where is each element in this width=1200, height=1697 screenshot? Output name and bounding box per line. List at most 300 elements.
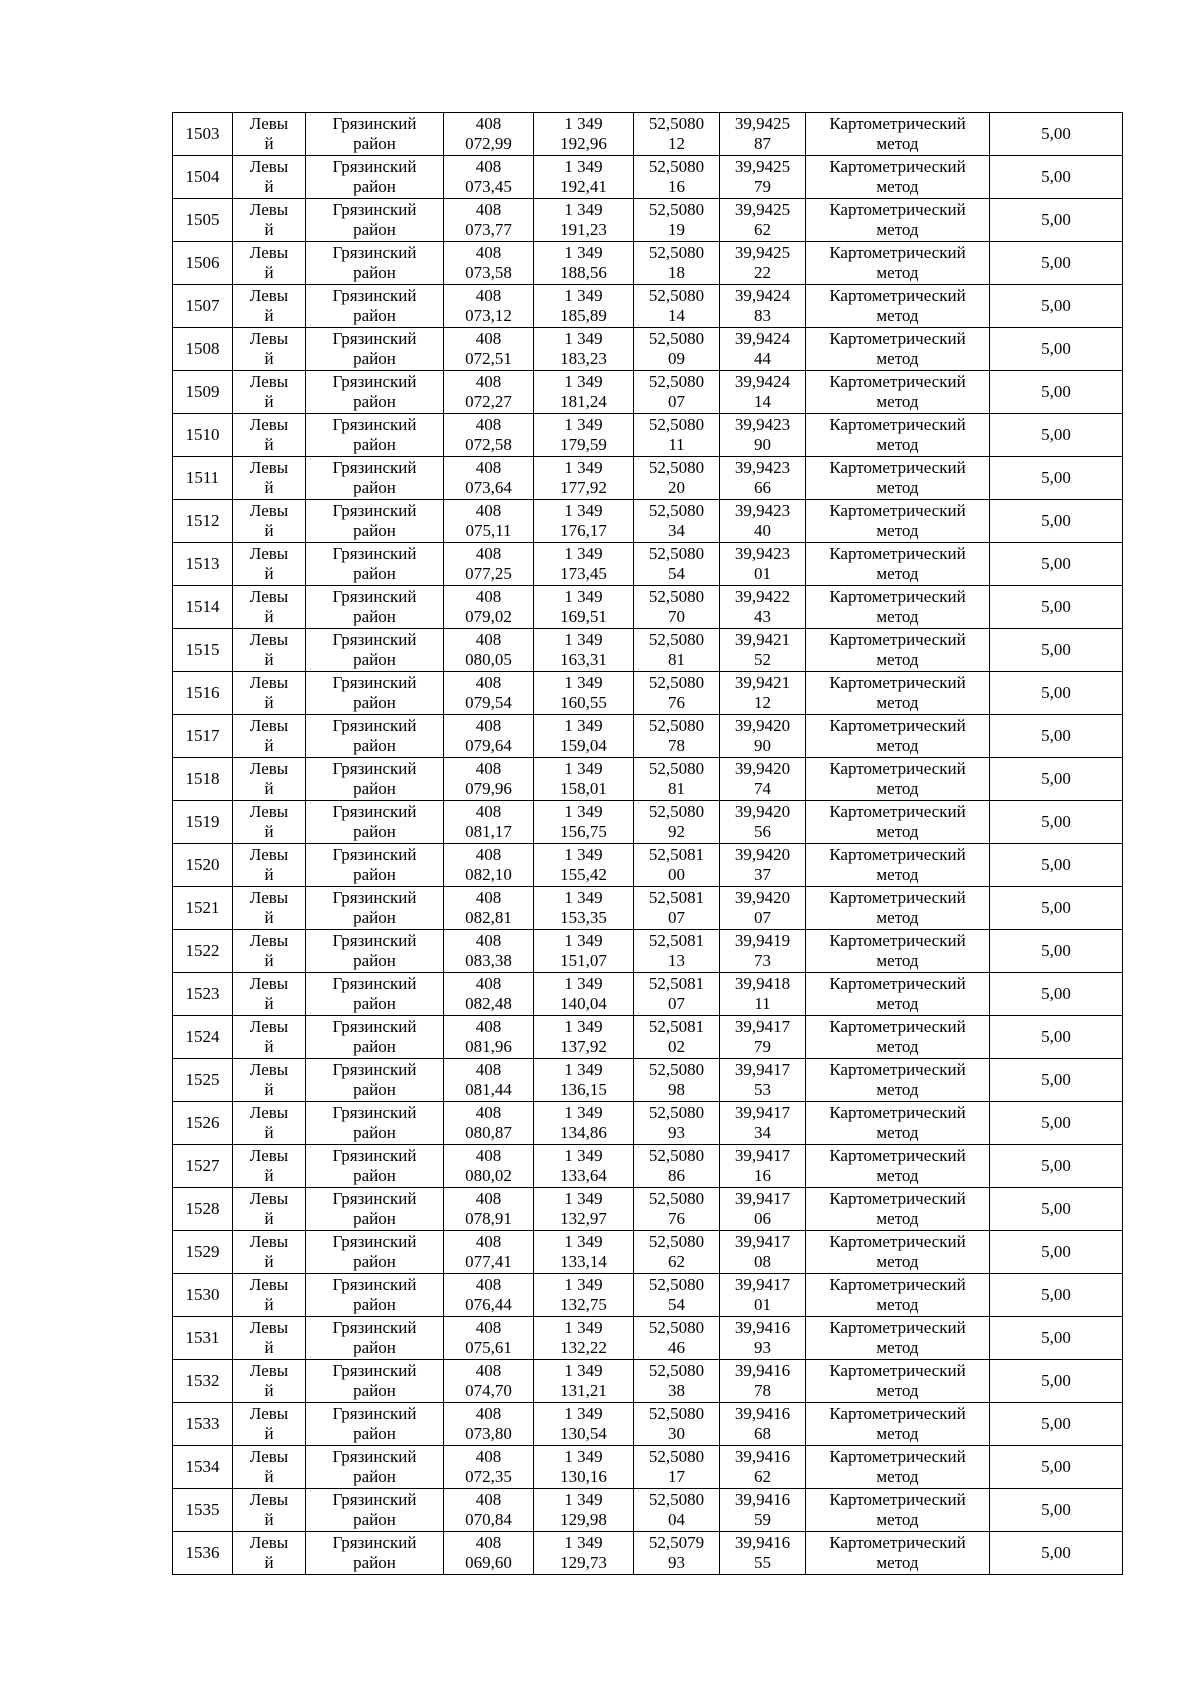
table-row — [173, 1145, 1123, 1188]
coord-y-cell: 1 349 163,31 — [534, 629, 634, 672]
table-row — [173, 242, 1123, 285]
table-row — [173, 887, 1123, 930]
coord-x-cell: 408 077,41 — [444, 1231, 534, 1274]
accuracy-cell: 5,00 — [990, 156, 1123, 199]
district-cell: Грязинский район — [306, 758, 444, 801]
latitude-cell: 52,5080 16 — [634, 156, 720, 199]
bank-side-cell: Левы й — [233, 199, 306, 242]
district-cell: Грязинский район — [306, 242, 444, 285]
table-row — [173, 1446, 1123, 1489]
coord-y-cell: 1 349 188,56 — [534, 242, 634, 285]
latitude-cell: 52,5080 09 — [634, 328, 720, 371]
method-cell: Картометрический метод — [806, 715, 990, 758]
latitude-cell: 52,5080 38 — [634, 1360, 720, 1403]
method-cell: Картометрический метод — [806, 328, 990, 371]
method-cell: Картометрический метод — [806, 930, 990, 973]
accuracy-cell: 5,00 — [990, 844, 1123, 887]
table-row — [173, 672, 1123, 715]
point-number-cell: 1536 — [173, 1532, 233, 1575]
district-cell: Грязинский район — [306, 371, 444, 414]
table-row — [173, 414, 1123, 457]
coord-y-cell: 1 349 192,41 — [534, 156, 634, 199]
coord-x-cell: 408 082,48 — [444, 973, 534, 1016]
point-number-cell: 1535 — [173, 1489, 233, 1532]
coord-x-cell: 408 079,96 — [444, 758, 534, 801]
table-row — [173, 1102, 1123, 1145]
bank-side-cell: Левы й — [233, 887, 306, 930]
method-cell: Картометрический метод — [806, 1532, 990, 1575]
table-row — [173, 930, 1123, 973]
bank-side-cell: Левы й — [233, 930, 306, 973]
district-cell: Грязинский район — [306, 844, 444, 887]
accuracy-cell: 5,00 — [990, 1403, 1123, 1446]
point-number-cell: 1503 — [173, 113, 233, 156]
district-cell: Грязинский район — [306, 715, 444, 758]
table-row — [173, 1188, 1123, 1231]
method-cell: Картометрический метод — [806, 801, 990, 844]
table-row — [173, 156, 1123, 199]
coord-y-cell: 1 349 185,89 — [534, 285, 634, 328]
district-cell: Грязинский район — [306, 1360, 444, 1403]
point-number-cell: 1534 — [173, 1446, 233, 1489]
coord-y-cell: 1 349 156,75 — [534, 801, 634, 844]
longitude-cell: 39,9422 43 — [720, 586, 806, 629]
accuracy-cell: 5,00 — [990, 758, 1123, 801]
bank-side-cell: Левы й — [233, 629, 306, 672]
bank-side-cell: Левы й — [233, 1145, 306, 1188]
coord-x-cell: 408 073,80 — [444, 1403, 534, 1446]
table-row — [173, 199, 1123, 242]
longitude-cell: 39,9416 93 — [720, 1317, 806, 1360]
longitude-cell: 39,9424 83 — [720, 285, 806, 328]
table-row — [173, 500, 1123, 543]
longitude-cell: 39,9421 12 — [720, 672, 806, 715]
accuracy-cell: 5,00 — [990, 1489, 1123, 1532]
table-row — [173, 285, 1123, 328]
coord-y-cell: 1 349 173,45 — [534, 543, 634, 586]
longitude-cell: 39,9420 37 — [720, 844, 806, 887]
coord-x-cell: 408 070,84 — [444, 1489, 534, 1532]
method-cell: Картометрический метод — [806, 1489, 990, 1532]
district-cell: Грязинский район — [306, 457, 444, 500]
district-cell: Грязинский район — [306, 930, 444, 973]
point-number-cell: 1516 — [173, 672, 233, 715]
bank-side-cell: Левы й — [233, 113, 306, 156]
point-number-cell: 1533 — [173, 1403, 233, 1446]
coord-y-cell: 1 349 153,35 — [534, 887, 634, 930]
latitude-cell: 52,5080 18 — [634, 242, 720, 285]
method-cell: Картометрический метод — [806, 629, 990, 672]
longitude-cell: 39,9423 66 — [720, 457, 806, 500]
bank-side-cell: Левы й — [233, 543, 306, 586]
point-number-cell: 1507 — [173, 285, 233, 328]
coord-y-cell: 1 349 132,75 — [534, 1274, 634, 1317]
bank-side-cell: Левы й — [233, 1059, 306, 1102]
latitude-cell: 52,5081 02 — [634, 1016, 720, 1059]
accuracy-cell: 5,00 — [990, 629, 1123, 672]
coord-y-cell: 1 349 192,96 — [534, 113, 634, 156]
table-row — [173, 586, 1123, 629]
longitude-cell: 39,9416 59 — [720, 1489, 806, 1532]
latitude-cell: 52,5080 07 — [634, 371, 720, 414]
point-number-cell: 1515 — [173, 629, 233, 672]
latitude-cell: 52,5080 12 — [634, 113, 720, 156]
latitude-cell: 52,5080 17 — [634, 1446, 720, 1489]
accuracy-cell: 5,00 — [990, 887, 1123, 930]
longitude-cell: 39,9425 79 — [720, 156, 806, 199]
bank-side-cell: Левы й — [233, 1188, 306, 1231]
point-number-cell: 1530 — [173, 1274, 233, 1317]
table-row — [173, 113, 1123, 156]
bank-side-cell: Левы й — [233, 672, 306, 715]
bank-side-cell: Левы й — [233, 758, 306, 801]
coord-x-cell: 408 076,44 — [444, 1274, 534, 1317]
latitude-cell: 52,5080 98 — [634, 1059, 720, 1102]
longitude-cell: 39,9424 14 — [720, 371, 806, 414]
table-row — [173, 457, 1123, 500]
coord-x-cell: 408 077,25 — [444, 543, 534, 586]
accuracy-cell: 5,00 — [990, 715, 1123, 758]
method-cell: Картометрический метод — [806, 758, 990, 801]
table-row — [173, 328, 1123, 371]
point-number-cell: 1512 — [173, 500, 233, 543]
coord-x-cell: 408 073,64 — [444, 457, 534, 500]
bank-side-cell: Левы й — [233, 371, 306, 414]
coord-y-cell: 1 349 136,15 — [534, 1059, 634, 1102]
accuracy-cell: 5,00 — [990, 801, 1123, 844]
point-number-cell: 1522 — [173, 930, 233, 973]
coord-x-cell: 408 082,81 — [444, 887, 534, 930]
longitude-cell: 39,9416 68 — [720, 1403, 806, 1446]
method-cell: Картометрический метод — [806, 844, 990, 887]
district-cell: Грязинский район — [306, 285, 444, 328]
coord-y-cell: 1 349 169,51 — [534, 586, 634, 629]
district-cell: Грязинский район — [306, 672, 444, 715]
accuracy-cell: 5,00 — [990, 371, 1123, 414]
accuracy-cell: 5,00 — [990, 1532, 1123, 1575]
latitude-cell: 52,5080 19 — [634, 199, 720, 242]
longitude-cell: 39,9419 73 — [720, 930, 806, 973]
district-cell: Грязинский район — [306, 199, 444, 242]
longitude-cell: 39,9416 55 — [720, 1532, 806, 1575]
district-cell: Грязинский район — [306, 1403, 444, 1446]
bank-side-cell: Левы й — [233, 844, 306, 887]
accuracy-cell: 5,00 — [990, 457, 1123, 500]
accuracy-cell: 5,00 — [990, 1102, 1123, 1145]
latitude-cell: 52,5080 81 — [634, 758, 720, 801]
method-cell: Картометрический метод — [806, 1188, 990, 1231]
bank-side-cell: Левы й — [233, 1274, 306, 1317]
district-cell: Грязинский район — [306, 1102, 444, 1145]
accuracy-cell: 5,00 — [990, 586, 1123, 629]
latitude-cell: 52,5080 54 — [634, 1274, 720, 1317]
accuracy-cell: 5,00 — [990, 1188, 1123, 1231]
method-cell: Картометрический метод — [806, 1274, 990, 1317]
latitude-cell: 52,5080 11 — [634, 414, 720, 457]
district-cell: Грязинский район — [306, 113, 444, 156]
longitude-cell: 39,9416 78 — [720, 1360, 806, 1403]
coord-y-cell: 1 349 129,98 — [534, 1489, 634, 1532]
coord-y-cell: 1 349 140,04 — [534, 973, 634, 1016]
longitude-cell: 39,9420 56 — [720, 801, 806, 844]
coord-x-cell: 408 072,99 — [444, 113, 534, 156]
method-cell: Картометрический метод — [806, 500, 990, 543]
longitude-cell: 39,9420 74 — [720, 758, 806, 801]
latitude-cell: 52,5080 86 — [634, 1145, 720, 1188]
latitude-cell: 52,5081 07 — [634, 973, 720, 1016]
longitude-cell: 39,9421 52 — [720, 629, 806, 672]
longitude-cell: 39,9425 62 — [720, 199, 806, 242]
coord-x-cell: 408 080,02 — [444, 1145, 534, 1188]
latitude-cell: 52,5080 14 — [634, 285, 720, 328]
longitude-cell: 39,9420 07 — [720, 887, 806, 930]
accuracy-cell: 5,00 — [990, 1446, 1123, 1489]
method-cell: Картометрический метод — [806, 973, 990, 1016]
coord-x-cell: 408 079,54 — [444, 672, 534, 715]
method-cell: Картометрический метод — [806, 199, 990, 242]
bank-side-cell: Левы й — [233, 1317, 306, 1360]
point-number-cell: 1520 — [173, 844, 233, 887]
accuracy-cell: 5,00 — [990, 973, 1123, 1016]
coord-y-cell: 1 349 177,92 — [534, 457, 634, 500]
district-cell: Грязинский район — [306, 801, 444, 844]
longitude-cell: 39,9417 16 — [720, 1145, 806, 1188]
method-cell: Картометрический метод — [806, 156, 990, 199]
coord-y-cell: 1 349 131,21 — [534, 1360, 634, 1403]
coord-x-cell: 408 072,58 — [444, 414, 534, 457]
accuracy-cell: 5,00 — [990, 285, 1123, 328]
latitude-cell: 52,5080 76 — [634, 1188, 720, 1231]
point-number-cell: 1525 — [173, 1059, 233, 1102]
method-cell: Картометрический метод — [806, 543, 990, 586]
latitude-cell: 52,5080 81 — [634, 629, 720, 672]
bank-side-cell: Левы й — [233, 1360, 306, 1403]
longitude-cell: 39,9423 90 — [720, 414, 806, 457]
coord-x-cell: 408 083,38 — [444, 930, 534, 973]
district-cell: Грязинский район — [306, 1145, 444, 1188]
table-row — [173, 1403, 1123, 1446]
longitude-cell: 39,9416 62 — [720, 1446, 806, 1489]
accuracy-cell: 5,00 — [990, 1274, 1123, 1317]
bank-side-cell: Левы й — [233, 1446, 306, 1489]
latitude-cell: 52,5080 62 — [634, 1231, 720, 1274]
point-number-cell: 1526 — [173, 1102, 233, 1145]
bank-side-cell: Левы й — [233, 414, 306, 457]
accuracy-cell: 5,00 — [990, 1360, 1123, 1403]
longitude-cell: 39,9424 44 — [720, 328, 806, 371]
district-cell: Грязинский район — [306, 1489, 444, 1532]
latitude-cell: 52,5080 20 — [634, 457, 720, 500]
accuracy-cell: 5,00 — [990, 1059, 1123, 1102]
point-number-cell: 1504 — [173, 156, 233, 199]
point-number-cell: 1518 — [173, 758, 233, 801]
method-cell: Картометрический метод — [806, 1446, 990, 1489]
point-number-cell: 1521 — [173, 887, 233, 930]
method-cell: Картометрический метод — [806, 371, 990, 414]
coord-x-cell: 408 073,77 — [444, 199, 534, 242]
bank-side-cell: Левы й — [233, 328, 306, 371]
table-row — [173, 1016, 1123, 1059]
coord-x-cell: 408 081,44 — [444, 1059, 534, 1102]
longitude-cell: 39,9417 01 — [720, 1274, 806, 1317]
accuracy-cell: 5,00 — [990, 242, 1123, 285]
district-cell: Грязинский район — [306, 1059, 444, 1102]
longitude-cell: 39,9417 53 — [720, 1059, 806, 1102]
point-number-cell: 1505 — [173, 199, 233, 242]
district-cell: Грязинский район — [306, 156, 444, 199]
coord-x-cell: 408 072,35 — [444, 1446, 534, 1489]
district-cell: Грязинский район — [306, 629, 444, 672]
point-number-cell: 1523 — [173, 973, 233, 1016]
point-number-cell: 1508 — [173, 328, 233, 371]
district-cell: Грязинский район — [306, 1317, 444, 1360]
latitude-cell: 52,5080 76 — [634, 672, 720, 715]
accuracy-cell: 5,00 — [990, 1317, 1123, 1360]
method-cell: Картометрический метод — [806, 1317, 990, 1360]
method-cell: Картометрический метод — [806, 1360, 990, 1403]
table-row — [173, 758, 1123, 801]
method-cell: Картометрический метод — [806, 1403, 990, 1446]
coord-y-cell: 1 349 132,22 — [534, 1317, 634, 1360]
table-row — [173, 543, 1123, 586]
point-number-cell: 1531 — [173, 1317, 233, 1360]
district-cell: Грязинский район — [306, 1231, 444, 1274]
bank-side-cell: Левы й — [233, 156, 306, 199]
latitude-cell: 52,5080 04 — [634, 1489, 720, 1532]
coord-x-cell: 408 082,10 — [444, 844, 534, 887]
method-cell: Картометрический метод — [806, 1145, 990, 1188]
bank-side-cell: Левы й — [233, 586, 306, 629]
accuracy-cell: 5,00 — [990, 500, 1123, 543]
coord-y-cell: 1 349 133,64 — [534, 1145, 634, 1188]
district-cell: Грязинский район — [306, 414, 444, 457]
latitude-cell: 52,5080 70 — [634, 586, 720, 629]
coord-y-cell: 1 349 130,54 — [534, 1403, 634, 1446]
coord-x-cell: 408 081,17 — [444, 801, 534, 844]
point-number-cell: 1524 — [173, 1016, 233, 1059]
coord-y-cell: 1 349 159,04 — [534, 715, 634, 758]
bank-side-cell: Левы й — [233, 457, 306, 500]
accuracy-cell: 5,00 — [990, 113, 1123, 156]
method-cell: Картометрический метод — [806, 1231, 990, 1274]
point-number-cell: 1532 — [173, 1360, 233, 1403]
latitude-cell: 52,5080 54 — [634, 543, 720, 586]
accuracy-cell: 5,00 — [990, 414, 1123, 457]
district-cell: Грязинский район — [306, 1532, 444, 1575]
coord-y-cell: 1 349 181,24 — [534, 371, 634, 414]
point-number-cell: 1513 — [173, 543, 233, 586]
latitude-cell: 52,5079 93 — [634, 1532, 720, 1575]
coord-y-cell: 1 349 191,23 — [534, 199, 634, 242]
coord-x-cell: 408 079,64 — [444, 715, 534, 758]
latitude-cell: 52,5080 34 — [634, 500, 720, 543]
method-cell: Картометрический метод — [806, 1102, 990, 1145]
table-row — [173, 1317, 1123, 1360]
method-cell: Картометрический метод — [806, 285, 990, 328]
coord-x-cell: 408 081,96 — [444, 1016, 534, 1059]
coord-y-cell: 1 349 151,07 — [534, 930, 634, 973]
coord-x-cell: 408 075,11 — [444, 500, 534, 543]
table-row — [173, 371, 1123, 414]
latitude-cell: 52,5080 78 — [634, 715, 720, 758]
district-cell: Грязинский район — [306, 328, 444, 371]
bank-side-cell: Левы й — [233, 1016, 306, 1059]
latitude-cell: 52,5080 30 — [634, 1403, 720, 1446]
latitude-cell: 52,5081 13 — [634, 930, 720, 973]
longitude-cell: 39,9417 34 — [720, 1102, 806, 1145]
coord-y-cell: 1 349 129,73 — [534, 1532, 634, 1575]
table-row — [173, 973, 1123, 1016]
method-cell: Картометрический метод — [806, 113, 990, 156]
point-number-cell: 1529 — [173, 1231, 233, 1274]
coord-x-cell: 408 073,12 — [444, 285, 534, 328]
coord-x-cell: 408 073,58 — [444, 242, 534, 285]
coord-y-cell: 1 349 132,97 — [534, 1188, 634, 1231]
table-row — [173, 629, 1123, 672]
coord-y-cell: 1 349 158,01 — [534, 758, 634, 801]
method-cell: Картометрический метод — [806, 1016, 990, 1059]
district-cell: Грязинский район — [306, 973, 444, 1016]
bank-side-cell: Левы й — [233, 1231, 306, 1274]
latitude-cell: 52,5080 92 — [634, 801, 720, 844]
latitude-cell: 52,5081 07 — [634, 887, 720, 930]
method-cell: Картометрический метод — [806, 672, 990, 715]
coord-y-cell: 1 349 176,17 — [534, 500, 634, 543]
bank-side-cell: Левы й — [233, 715, 306, 758]
district-cell: Грязинский район — [306, 1016, 444, 1059]
accuracy-cell: 5,00 — [990, 1145, 1123, 1188]
accuracy-cell: 5,00 — [990, 199, 1123, 242]
coord-x-cell: 408 073,45 — [444, 156, 534, 199]
method-cell: Картометрический метод — [806, 1059, 990, 1102]
bank-side-cell: Левы й — [233, 801, 306, 844]
coord-y-cell: 1 349 130,16 — [534, 1446, 634, 1489]
table-row — [173, 1059, 1123, 1102]
district-cell: Грязинский район — [306, 543, 444, 586]
accuracy-cell: 5,00 — [990, 1016, 1123, 1059]
coord-x-cell: 408 072,27 — [444, 371, 534, 414]
coordinates-table — [172, 112, 1123, 1575]
coord-y-cell: 1 349 179,59 — [534, 414, 634, 457]
coord-x-cell: 408 080,87 — [444, 1102, 534, 1145]
accuracy-cell: 5,00 — [990, 1231, 1123, 1274]
coord-y-cell: 1 349 133,14 — [534, 1231, 634, 1274]
bank-side-cell: Левы й — [233, 1532, 306, 1575]
method-cell: Картометрический метод — [806, 242, 990, 285]
district-cell: Грязинский район — [306, 1446, 444, 1489]
coord-y-cell: 1 349 160,55 — [534, 672, 634, 715]
coord-y-cell: 1 349 155,42 — [534, 844, 634, 887]
longitude-cell: 39,9417 08 — [720, 1231, 806, 1274]
coord-x-cell: 408 074,70 — [444, 1360, 534, 1403]
bank-side-cell: Левы й — [233, 973, 306, 1016]
longitude-cell: 39,9418 11 — [720, 973, 806, 1016]
point-number-cell: 1514 — [173, 586, 233, 629]
district-cell: Грязинский район — [306, 586, 444, 629]
coord-x-cell: 408 078,91 — [444, 1188, 534, 1231]
point-number-cell: 1527 — [173, 1145, 233, 1188]
point-number-cell: 1509 — [173, 371, 233, 414]
table-row — [173, 801, 1123, 844]
accuracy-cell: 5,00 — [990, 672, 1123, 715]
method-cell: Картометрический метод — [806, 586, 990, 629]
bank-side-cell: Левы й — [233, 1102, 306, 1145]
latitude-cell: 52,5080 93 — [634, 1102, 720, 1145]
table-row — [173, 715, 1123, 758]
bank-side-cell: Левы й — [233, 1403, 306, 1446]
table-row — [173, 1360, 1123, 1403]
accuracy-cell: 5,00 — [990, 328, 1123, 371]
